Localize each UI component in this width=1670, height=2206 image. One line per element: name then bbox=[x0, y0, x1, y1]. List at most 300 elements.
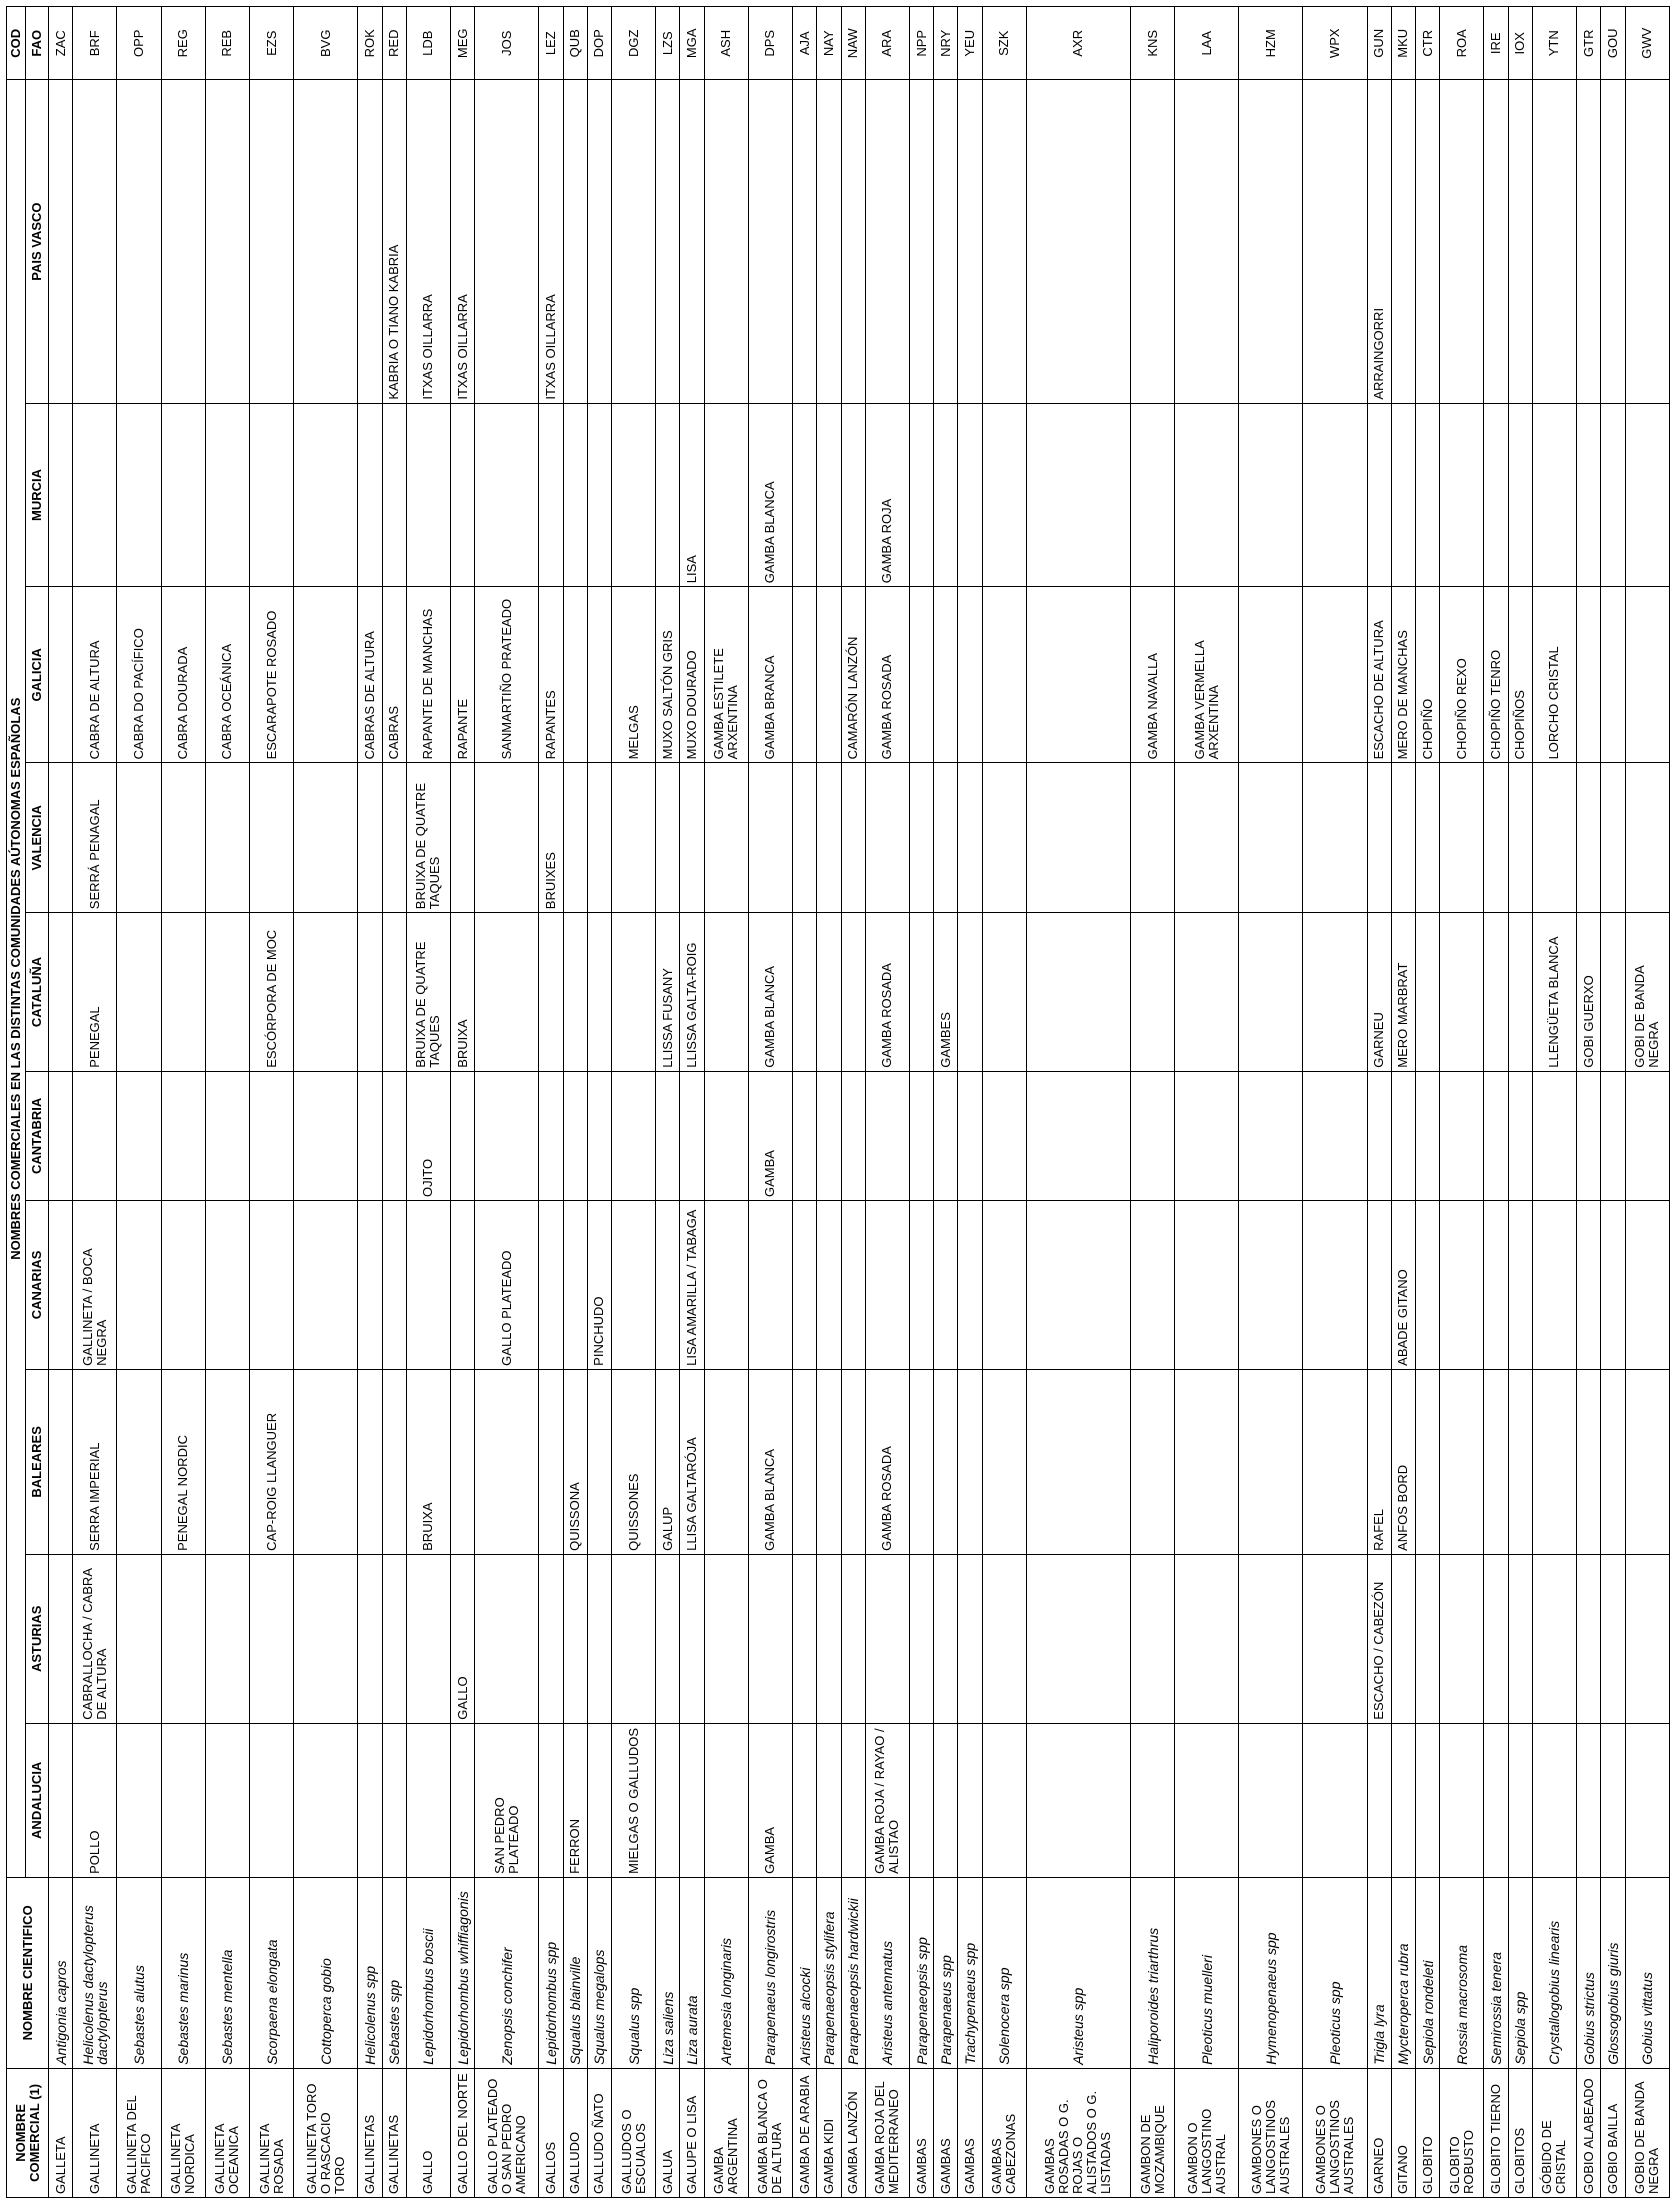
table-row bbox=[1601, 7, 1625, 2198]
cell-region-name bbox=[539, 1071, 563, 1200]
cell-region-name bbox=[1416, 1200, 1440, 1369]
cell-region-name: SANMARTIÑO PRATEADO bbox=[475, 587, 539, 763]
cell-region-name bbox=[294, 913, 358, 1072]
cell-cod-fao: HZM bbox=[1239, 7, 1303, 81]
cell-region-name bbox=[249, 403, 293, 587]
cell-cod-fao: ZAC bbox=[49, 7, 73, 81]
cell-region-name bbox=[1416, 1369, 1440, 1554]
cell-region-name bbox=[1440, 913, 1484, 1072]
cell-region-name bbox=[934, 403, 958, 587]
cell-region-name bbox=[1577, 1723, 1601, 1877]
cell-region-name bbox=[475, 763, 539, 913]
table-row bbox=[982, 7, 1026, 2198]
cell-region-name bbox=[958, 1554, 982, 1723]
cell-region-name bbox=[982, 1369, 1026, 1554]
cell-region-name bbox=[1601, 1071, 1625, 1200]
cell-nombre-comercial: GALLINETA ROSADA bbox=[249, 2068, 293, 2197]
cell-region-name bbox=[563, 1200, 587, 1369]
cell-region-name bbox=[1601, 587, 1625, 763]
cell-region-name: GAMBA bbox=[748, 1723, 792, 1877]
cell-region-name bbox=[294, 1200, 358, 1369]
cell-region-name bbox=[817, 1723, 841, 1877]
cell-region-name bbox=[934, 1723, 958, 1877]
cell-region-name bbox=[841, 913, 865, 1072]
cell-nombre-cientifico: Helicolenus spp bbox=[358, 1877, 382, 2068]
cell-region-name bbox=[656, 1071, 680, 1200]
cell-cod-fao: NRY bbox=[934, 7, 958, 81]
cell-region-name: GAMBA ESTILETE ARXENTINA bbox=[704, 587, 748, 763]
cell-region-name bbox=[450, 1723, 474, 1877]
cell-nombre-comercial: GAMBA ARGENTINA bbox=[704, 2068, 748, 2197]
cell-region-name bbox=[1175, 80, 1239, 403]
cell-nombre-cientifico: Sebastes alutus bbox=[117, 1877, 161, 2068]
cell-region-name: ABADE GITANO bbox=[1391, 1200, 1415, 1369]
cell-region-name bbox=[450, 1071, 474, 1200]
cell-nombre-cientifico: Liza aurata bbox=[680, 1877, 704, 2068]
cell-region-name bbox=[1391, 1554, 1415, 1723]
cell-region-name: GAMBES bbox=[934, 913, 958, 1072]
cell-region-name bbox=[1440, 763, 1484, 913]
table-row bbox=[656, 7, 680, 2198]
table-row bbox=[205, 7, 249, 2198]
cell-region-name bbox=[982, 1554, 1026, 1723]
cell-nombre-cientifico: Parapenaeus spp bbox=[934, 1877, 958, 2068]
cell-cod-fao: DGZ bbox=[612, 7, 656, 81]
cell-region-name bbox=[1601, 763, 1625, 913]
cell-region-name bbox=[1508, 763, 1532, 913]
cell-region-name bbox=[73, 80, 117, 403]
cell-nombre-cientifico: Scorpaena elongata bbox=[249, 1877, 293, 2068]
cell-cod-fao: NAY bbox=[817, 7, 841, 81]
cell-region-name bbox=[958, 1200, 982, 1369]
cell-region-name bbox=[982, 1723, 1026, 1877]
header-region: ANDALUCIA bbox=[26, 1723, 49, 1877]
cell-region-name bbox=[49, 587, 73, 763]
cell-region-name bbox=[1416, 913, 1440, 1072]
cell-region-name bbox=[841, 1723, 865, 1877]
cell-region-name bbox=[1416, 80, 1440, 403]
cell-nombre-comercial: GAMBONES O LANGOSTINOS AUSTRALES bbox=[1239, 2068, 1303, 2197]
cell-region-name bbox=[704, 913, 748, 1072]
cell-region-name bbox=[982, 763, 1026, 913]
cell-region-name bbox=[1577, 1200, 1601, 1369]
cell-region-name: BRUIXES bbox=[539, 763, 563, 913]
cell-region-name: BRUIXA DE QUATRE TAQUES bbox=[406, 913, 450, 1072]
cell-region-name bbox=[563, 913, 587, 1072]
cell-region-name bbox=[358, 403, 382, 587]
cell-region-name bbox=[841, 1200, 865, 1369]
cell-nombre-cientifico: Lepidorhombus whiffiagonis bbox=[450, 1877, 474, 2068]
cell-region-name bbox=[934, 1369, 958, 1554]
cell-region-name: GAMBA BLANCA bbox=[748, 403, 792, 587]
table-row bbox=[1239, 7, 1303, 2198]
cell-region-name: RAFEL bbox=[1367, 1369, 1391, 1554]
cell-region-name: BRUIXA bbox=[450, 913, 474, 1072]
cell-region-name bbox=[587, 763, 611, 913]
cell-region-name bbox=[205, 763, 249, 913]
cell-region-name bbox=[382, 403, 406, 587]
cell-region-name bbox=[1239, 1554, 1303, 1723]
cell-region-name bbox=[656, 763, 680, 913]
table-row bbox=[450, 7, 474, 2198]
table-row bbox=[1367, 7, 1391, 2198]
cell-region-name bbox=[1601, 1554, 1625, 1723]
cell-region-name: RAPANTE DE MANCHAS bbox=[406, 587, 450, 763]
cell-region-name bbox=[865, 1554, 909, 1723]
cell-region-name bbox=[1625, 587, 1669, 763]
cell-region-name bbox=[1303, 913, 1367, 1072]
cell-region-name bbox=[205, 1071, 249, 1200]
cell-region-name bbox=[704, 403, 748, 587]
cell-region-name bbox=[793, 1200, 817, 1369]
cell-region-name bbox=[841, 403, 865, 587]
cell-region-name bbox=[1484, 403, 1508, 587]
cell-region-name bbox=[1303, 763, 1367, 913]
cell-region-name bbox=[1026, 1723, 1130, 1877]
cell-nombre-comercial: GAMBONES O LANGOSTINOS AUSTRALES bbox=[1303, 2068, 1367, 2197]
cell-region-name bbox=[294, 1554, 358, 1723]
cell-region-name bbox=[793, 403, 817, 587]
cell-region-name bbox=[1239, 1200, 1303, 1369]
cell-nombre-cientifico: Antigonia capros bbox=[49, 1877, 73, 2068]
cell-region-name bbox=[1484, 1723, 1508, 1877]
cell-nombre-comercial: GALUPE O LISA bbox=[680, 2068, 704, 2197]
cell-nombre-cientifico: Lepidorhombus spp bbox=[539, 1877, 563, 2068]
cell-nombre-cientifico: Pleoticus muelleri bbox=[1175, 1877, 1239, 2068]
cell-region-name bbox=[1508, 1554, 1532, 1723]
cell-region-name bbox=[1508, 913, 1532, 1072]
cell-region-name bbox=[1508, 1723, 1532, 1877]
header-region: ASTURIAS bbox=[26, 1554, 49, 1723]
cell-region-name bbox=[294, 1071, 358, 1200]
cell-cod-fao: QUB bbox=[563, 7, 587, 81]
cell-region-name bbox=[1239, 403, 1303, 587]
cell-nombre-cientifico: Gobius vittatus bbox=[1625, 1877, 1669, 2068]
cell-region-name bbox=[841, 80, 865, 403]
cell-nombre-comercial: GLOBITO TIERNO bbox=[1484, 2068, 1508, 2197]
cell-region-name bbox=[1175, 1554, 1239, 1723]
table-row bbox=[1130, 7, 1174, 2198]
cell-region-name bbox=[1577, 1554, 1601, 1723]
cell-region-name bbox=[1601, 1723, 1625, 1877]
cell-nombre-cientifico: Zenopsis conchifer bbox=[475, 1877, 539, 2068]
cell-cod-fao: CTR bbox=[1416, 7, 1440, 81]
cell-region-name bbox=[406, 1554, 450, 1723]
cell-region-name bbox=[1303, 587, 1367, 763]
table-row bbox=[117, 7, 161, 2198]
cell-region-name: GALLO bbox=[450, 1554, 474, 1723]
cell-region-name bbox=[1484, 1369, 1508, 1554]
cell-region-name bbox=[1484, 1200, 1508, 1369]
cell-region-name bbox=[1130, 1071, 1174, 1200]
cell-region-name bbox=[1625, 1723, 1669, 1877]
table-row bbox=[1625, 7, 1669, 2198]
cell-nombre-comercial: GÓBIDO DE CRISTAL bbox=[1532, 2068, 1576, 2197]
cell-region-name bbox=[934, 1071, 958, 1200]
cell-region-name bbox=[680, 1071, 704, 1200]
cell-region-name bbox=[1391, 1071, 1415, 1200]
table-row bbox=[934, 7, 958, 2198]
cell-region-name bbox=[680, 1723, 704, 1877]
cell-region-name bbox=[563, 1554, 587, 1723]
cell-region-name: GALLO PLATEADO bbox=[475, 1200, 539, 1369]
cell-region-name bbox=[117, 1554, 161, 1723]
table-row bbox=[1484, 7, 1508, 2198]
cell-region-name bbox=[294, 587, 358, 763]
cell-cod-fao: LEZ bbox=[539, 7, 563, 81]
cell-region-name: GAMBA bbox=[748, 1071, 792, 1200]
cell-region-name: CHOPIÑOS bbox=[1508, 587, 1532, 763]
cell-region-name bbox=[1391, 1723, 1415, 1877]
cell-region-name: MUXO SALTÓN GRIS bbox=[656, 587, 680, 763]
cell-cod-fao: ARA bbox=[865, 7, 909, 81]
cell-region-name bbox=[1130, 1723, 1174, 1877]
cell-nombre-cientifico: Parapenaeopsis spp bbox=[909, 1877, 933, 2068]
cell-nombre-cientifico: Cottoperca gobio bbox=[294, 1877, 358, 2068]
cell-region-name bbox=[1303, 1369, 1367, 1554]
cell-region-name bbox=[656, 1554, 680, 1723]
cell-region-name bbox=[1026, 913, 1130, 1072]
cell-region-name bbox=[1130, 763, 1174, 913]
cell-region-name bbox=[249, 80, 293, 403]
cell-region-name bbox=[49, 80, 73, 403]
cell-nombre-comercial: GOBIO DE BANDA NEGRA bbox=[1625, 2068, 1669, 2197]
cell-region-name bbox=[161, 403, 205, 587]
cell-region-name: CABRA DO PACÍFICO bbox=[117, 587, 161, 763]
cell-region-name bbox=[358, 1071, 382, 1200]
cell-region-name bbox=[1484, 80, 1508, 403]
cell-nombre-comercial: GALLINETA NORDICA bbox=[161, 2068, 205, 2197]
cell-region-name bbox=[1577, 763, 1601, 913]
cell-region-name bbox=[117, 1071, 161, 1200]
cell-region-name bbox=[680, 1554, 704, 1723]
cell-region-name bbox=[1601, 1369, 1625, 1554]
cell-nombre-comercial: GLOBITO bbox=[1416, 2068, 1440, 2197]
cell-region-name: LISA AMARILLA / TABAGA bbox=[680, 1200, 704, 1369]
cell-region-name: KABRIA O TIANO KABRIA bbox=[382, 80, 406, 403]
header-region: VALENCIA bbox=[26, 763, 49, 913]
cell-region-name bbox=[909, 1554, 933, 1723]
cell-region-name: MIELGAS O GALLUDOS bbox=[612, 1723, 656, 1877]
cell-region-name bbox=[704, 1554, 748, 1723]
cell-region-name bbox=[1625, 403, 1669, 587]
cell-region-name bbox=[817, 403, 841, 587]
cell-region-name: GAMBA BLANCA bbox=[748, 913, 792, 1072]
table-row bbox=[161, 7, 205, 2198]
cell-region-name: ESCÓRPORA DE MOC bbox=[249, 913, 293, 1072]
cell-region-name bbox=[1175, 1200, 1239, 1369]
cell-nombre-cientifico: Sebastes mentella bbox=[205, 1877, 249, 2068]
cell-region-name: GALLINETA / BOCA NEGRA bbox=[73, 1200, 117, 1369]
cell-nombre-cientifico: Aristeus antennatus bbox=[865, 1877, 909, 2068]
cell-region-name: CAMARÓN LANZÓN bbox=[841, 587, 865, 763]
cell-nombre-comercial: GALLINETAS bbox=[358, 2068, 382, 2197]
cell-region-name bbox=[1239, 913, 1303, 1072]
cell-region-name bbox=[934, 763, 958, 913]
cell-region-name bbox=[958, 913, 982, 1072]
cell-region-name: PENEGAL bbox=[73, 913, 117, 1072]
cell-region-name bbox=[249, 1554, 293, 1723]
cell-region-name bbox=[958, 1369, 982, 1554]
cell-region-name: GAMBA ROSADA bbox=[865, 1369, 909, 1554]
cell-region-name bbox=[1416, 1071, 1440, 1200]
cell-region-name bbox=[1508, 1369, 1532, 1554]
cell-cod-fao: EZS bbox=[249, 7, 293, 81]
table-row bbox=[1532, 7, 1576, 2198]
cell-region-name bbox=[1175, 403, 1239, 587]
cell-region-name bbox=[1130, 80, 1174, 403]
cell-region-name bbox=[1484, 763, 1508, 913]
cell-region-name bbox=[587, 1369, 611, 1554]
cell-region-name bbox=[841, 1071, 865, 1200]
cell-region-name bbox=[1532, 1723, 1576, 1877]
header-region: PAIS VASCO bbox=[26, 80, 49, 403]
table-body bbox=[49, 7, 1670, 2198]
cell-region-name bbox=[1625, 1369, 1669, 1554]
cell-region-name bbox=[475, 80, 539, 403]
cell-region-name bbox=[205, 1369, 249, 1554]
table-row bbox=[1391, 7, 1415, 2198]
cell-nombre-comercial: GAMBA KIDI bbox=[817, 2068, 841, 2197]
cell-region-name bbox=[1416, 763, 1440, 913]
cell-region-name bbox=[656, 80, 680, 403]
cell-region-name bbox=[680, 80, 704, 403]
cell-region-name bbox=[49, 913, 73, 1072]
cell-nombre-cientifico: Crystallogobius linearis bbox=[1532, 1877, 1576, 2068]
cell-nombre-comercial: GLOBITO ROBUSTO bbox=[1440, 2068, 1484, 2197]
cell-region-name bbox=[793, 1071, 817, 1200]
cell-region-name bbox=[475, 913, 539, 1072]
cell-region-name bbox=[406, 403, 450, 587]
cell-region-name bbox=[1303, 1200, 1367, 1369]
cell-nombre-comercial: GALLETA bbox=[49, 2068, 73, 2197]
cell-region-name bbox=[1026, 1554, 1130, 1723]
cell-region-name bbox=[909, 763, 933, 913]
cell-nombre-cientifico: Pleoticus spp bbox=[1303, 1877, 1367, 2068]
header-region: CANARIAS bbox=[26, 1200, 49, 1369]
cell-region-name bbox=[1625, 1200, 1669, 1369]
table-row bbox=[1416, 7, 1440, 2198]
cell-region-name bbox=[358, 763, 382, 913]
table-row bbox=[841, 7, 865, 2198]
cell-region-name bbox=[1440, 1723, 1484, 1877]
cell-region-name bbox=[539, 1554, 563, 1723]
cell-cod-fao: YTN bbox=[1532, 7, 1576, 81]
table-row bbox=[382, 7, 406, 2198]
cell-region-name bbox=[1577, 1071, 1601, 1200]
cell-nombre-comercial: GALLUDOS O ESCUALOS bbox=[612, 2068, 656, 2197]
cell-nombre-cientifico: Artemesia longinaris bbox=[704, 1877, 748, 2068]
cell-cod-fao: ASH bbox=[704, 7, 748, 81]
cell-region-name bbox=[1239, 80, 1303, 403]
cell-region-name bbox=[117, 913, 161, 1072]
cell-nombre-comercial: GALLO PLATEADO O SAN PEDRO AMERICANO bbox=[475, 2068, 539, 2197]
cell-region-name bbox=[205, 80, 249, 403]
cell-region-name bbox=[382, 1071, 406, 1200]
cell-region-name bbox=[117, 1369, 161, 1554]
cell-region-name bbox=[704, 763, 748, 913]
cell-region-name: ESCARAPOTE ROSADO bbox=[249, 587, 293, 763]
cell-region-name bbox=[450, 763, 474, 913]
cell-cod-fao: LZS bbox=[656, 7, 680, 81]
cell-region-name bbox=[841, 1554, 865, 1723]
cell-nombre-cientifico: Sepiola spp bbox=[1508, 1877, 1532, 2068]
cell-region-name bbox=[656, 403, 680, 587]
cell-region-name: CABRA OCEÁNICA bbox=[205, 587, 249, 763]
cell-region-name bbox=[1577, 1369, 1601, 1554]
cell-region-name: ARRAINGORRI bbox=[1367, 80, 1391, 403]
cell-cod-fao: NAW bbox=[841, 7, 865, 81]
cell-region-name bbox=[539, 913, 563, 1072]
cell-region-name bbox=[1577, 80, 1601, 403]
cell-region-name bbox=[1532, 1200, 1576, 1369]
cell-cod-fao: DPS bbox=[748, 7, 792, 81]
table-row bbox=[475, 7, 539, 2198]
cell-cod-fao: JOS bbox=[475, 7, 539, 81]
cell-region-name bbox=[612, 80, 656, 403]
cell-region-name bbox=[793, 913, 817, 1072]
cell-region-name: CABRAS bbox=[382, 587, 406, 763]
cell-cod-fao: GOU bbox=[1601, 7, 1625, 81]
cell-region-name bbox=[958, 587, 982, 763]
cell-region-name: ITXAS OILLARRA bbox=[406, 80, 450, 403]
cell-cod-fao: LDB bbox=[406, 7, 450, 81]
cell-region-name bbox=[1367, 1723, 1391, 1877]
cell-region-name bbox=[382, 913, 406, 1072]
cell-region-name bbox=[161, 1200, 205, 1369]
cell-region-name bbox=[982, 1071, 1026, 1200]
cell-region-name: LLISSA GALTA-ROIG bbox=[680, 913, 704, 1072]
cell-region-name bbox=[1130, 403, 1174, 587]
cell-region-name: CHOPIÑO TENRO bbox=[1484, 587, 1508, 763]
cell-nombre-cientifico: Squalus spp bbox=[612, 1877, 656, 2068]
cell-region-name: FERRON bbox=[563, 1723, 587, 1877]
cell-region-name bbox=[294, 80, 358, 403]
cell-nombre-comercial: GITANO bbox=[1391, 2068, 1415, 2197]
cell-cod-fao: ROA bbox=[1440, 7, 1484, 81]
cell-region-name: GAMBA ROSADA bbox=[865, 913, 909, 1072]
cell-region-name bbox=[909, 1071, 933, 1200]
cell-cod-fao: REG bbox=[161, 7, 205, 81]
cell-region-name bbox=[1577, 587, 1601, 763]
cell-region-name bbox=[982, 587, 1026, 763]
cell-region-name bbox=[1303, 1071, 1367, 1200]
cell-region-name bbox=[817, 1554, 841, 1723]
cell-region-name bbox=[1601, 913, 1625, 1072]
cell-region-name: GAMBA VERMELLA ARXENTINA bbox=[1175, 587, 1239, 763]
header-comunidades-group: NOMBRES COMERCIALES EN LAS DISTINTAS COMUNIDADES AÚTONOMAS ESPAÑOLAS bbox=[7, 80, 26, 1877]
cell-region-name bbox=[909, 80, 933, 403]
cell-region-name bbox=[656, 1723, 680, 1877]
cell-region-name bbox=[539, 1200, 563, 1369]
cell-region-name bbox=[587, 403, 611, 587]
cell-cod-fao: BRF bbox=[73, 7, 117, 81]
cell-region-name bbox=[1303, 403, 1367, 587]
cell-region-name bbox=[563, 1071, 587, 1200]
cell-region-name: CHOPIÑO REXO bbox=[1440, 587, 1484, 763]
cell-cod-fao: GTR bbox=[1577, 7, 1601, 81]
cell-nombre-cientifico: Squalus megalops bbox=[587, 1877, 611, 2068]
cell-nombre-comercial: GAMBAS CABEZONAS bbox=[982, 2068, 1026, 2197]
cell-region-name bbox=[909, 1200, 933, 1369]
cell-region-name bbox=[1026, 1200, 1130, 1369]
cell-region-name bbox=[1508, 1071, 1532, 1200]
cell-region-name: GAMBA BLANCA bbox=[748, 1369, 792, 1554]
header-nombre-comercial: NOMBRE COMERCIAL (1) bbox=[7, 2068, 49, 2197]
cell-nombre-cientifico: Semirossia tenera bbox=[1484, 1877, 1508, 2068]
table-row bbox=[406, 7, 450, 2198]
cell-nombre-cientifico: Sebastes marinus bbox=[161, 1877, 205, 2068]
